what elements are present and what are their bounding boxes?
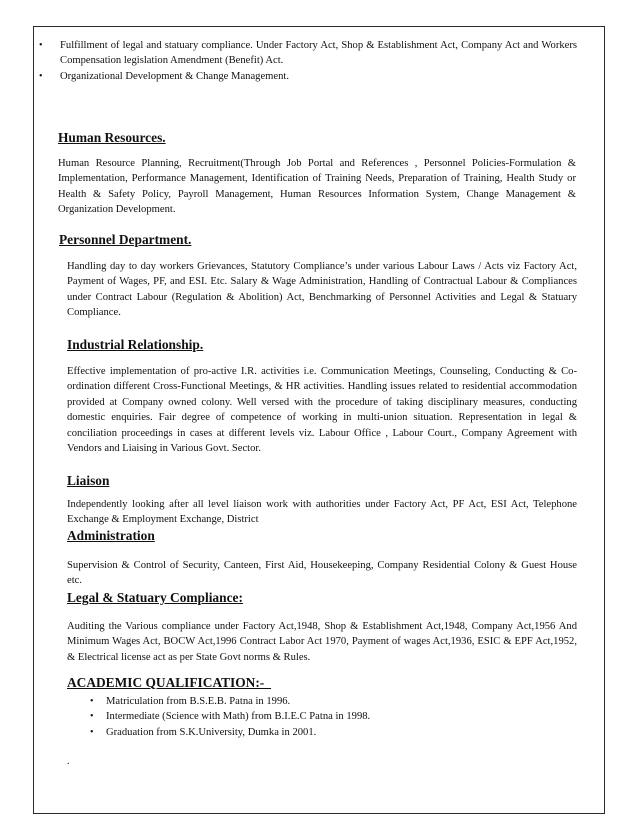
section-body-administration: Supervision & Control of Security, Canteen, First Aid, Housekeeping, Company Residential Colony & Guest House etc. — [67, 560, 577, 587]
section-heading-liaison: Liaison — [67, 473, 110, 488]
academic-list — [90, 694, 570, 740]
academic-item: Intermediate (Science with Math) from B.I.E.C Patna in 1998. — [106, 711, 371, 723]
section-heading-legal: Legal & Statuary Compliance: — [67, 590, 243, 605]
section-heading-human-resources: Human Resources. — [58, 130, 166, 145]
bullet-text: Fulfillment of legal and statuary compliance. Under Factory Act, Shop & Establishment Act, Company Act and Workers Compensation legislation Amendment (Benefit) Act. — [60, 40, 577, 67]
section-body-liaison: Independently looking after all level liaison work with authorities under Factory Act, PF Act, ESI Act, Telephone Exchange & Employment Exchange, District — [67, 499, 577, 526]
section-heading-academic: ACADEMIC QUALIFICATION:-_ — [67, 675, 271, 690]
bullet-icon: • — [39, 70, 43, 82]
section-body-industrial: Effective implementation of pro-active I.R. activities i.e. Communication Meetings, Counseling, Conducting & Co-ordination different Cross-Functional Meetings, & HR activities. Handling issues related to residential accommodation provided at Company owned colony. Well versed with the procedure of taking disciplinary measures, conducting domestic enquiries. Fair degree of competence of working in multi-union situation. Representation in legal & conciliation proceedings in cases at different levels viz. Labour Office , Labour Court., Company Agreement with Vendors and Liaising in Various Govt. Sector. — [67, 366, 577, 455]
bullet-icon: • — [39, 40, 43, 51]
list-item — [90, 725, 570, 740]
list-item — [90, 709, 570, 724]
bullet-text: Organizational Development & Change Management. — [60, 70, 289, 82]
section-heading-administration: Administration — [67, 528, 155, 543]
list-item — [90, 694, 570, 709]
top-bullet-list — [37, 38, 577, 84]
academic-item: Graduation from S.K.University, Dumka in 2001. — [106, 726, 317, 738]
academic-item: Matriculation from B.S.E.B. Patna in 1996. — [106, 696, 291, 707]
trailing-mark: . — [67, 756, 70, 767]
list-item — [37, 38, 577, 69]
section-body-legal: Auditing the Various compliance under Factory Act,1948, Shop & Establishment Act,1948, Company Act,1956 And Minimum Wages Act, BOCW Act,1996 Contract Labor Act 1970, Payment of wages Act,1936, ESIC & EPF Act,1952, & Electrical license act as per State Govt norms & Rules. — [67, 621, 577, 663]
section-heading-personnel: Personnel Department. — [59, 232, 192, 247]
section-body-personnel: Handling day to day workers Grievances, Statutory Compliance’s under various Labour Laws / Acts viz Factory Act, Payment of Wages, PF, and ESI. Etc. Salary & Wage Administration, Handling of Contractual Labour & Compliances under Contract Labour (Regulation & Abolition) Act, Benchmarking of Personnel Activities and Legal & Statuary Compliance. — [67, 261, 577, 319]
bullet-icon: • — [90, 696, 94, 707]
bullet-icon: • — [90, 711, 94, 723]
bullet-icon: • — [90, 726, 94, 738]
section-body-human-resources: Human Resource Planning, Recruitment(Through Job Portal and References , Personnel Policies-Formulation & Implementation, Performance Management, Identification of Training Needs, Preparation of Training, Health Study or Health & Safety Policy, Payroll Management, Human Resources Information System, Change Management & Organization Development. — [58, 158, 576, 216]
list-item — [37, 69, 577, 84]
section-heading-industrial: Industrial Relationship. — [67, 337, 204, 352]
